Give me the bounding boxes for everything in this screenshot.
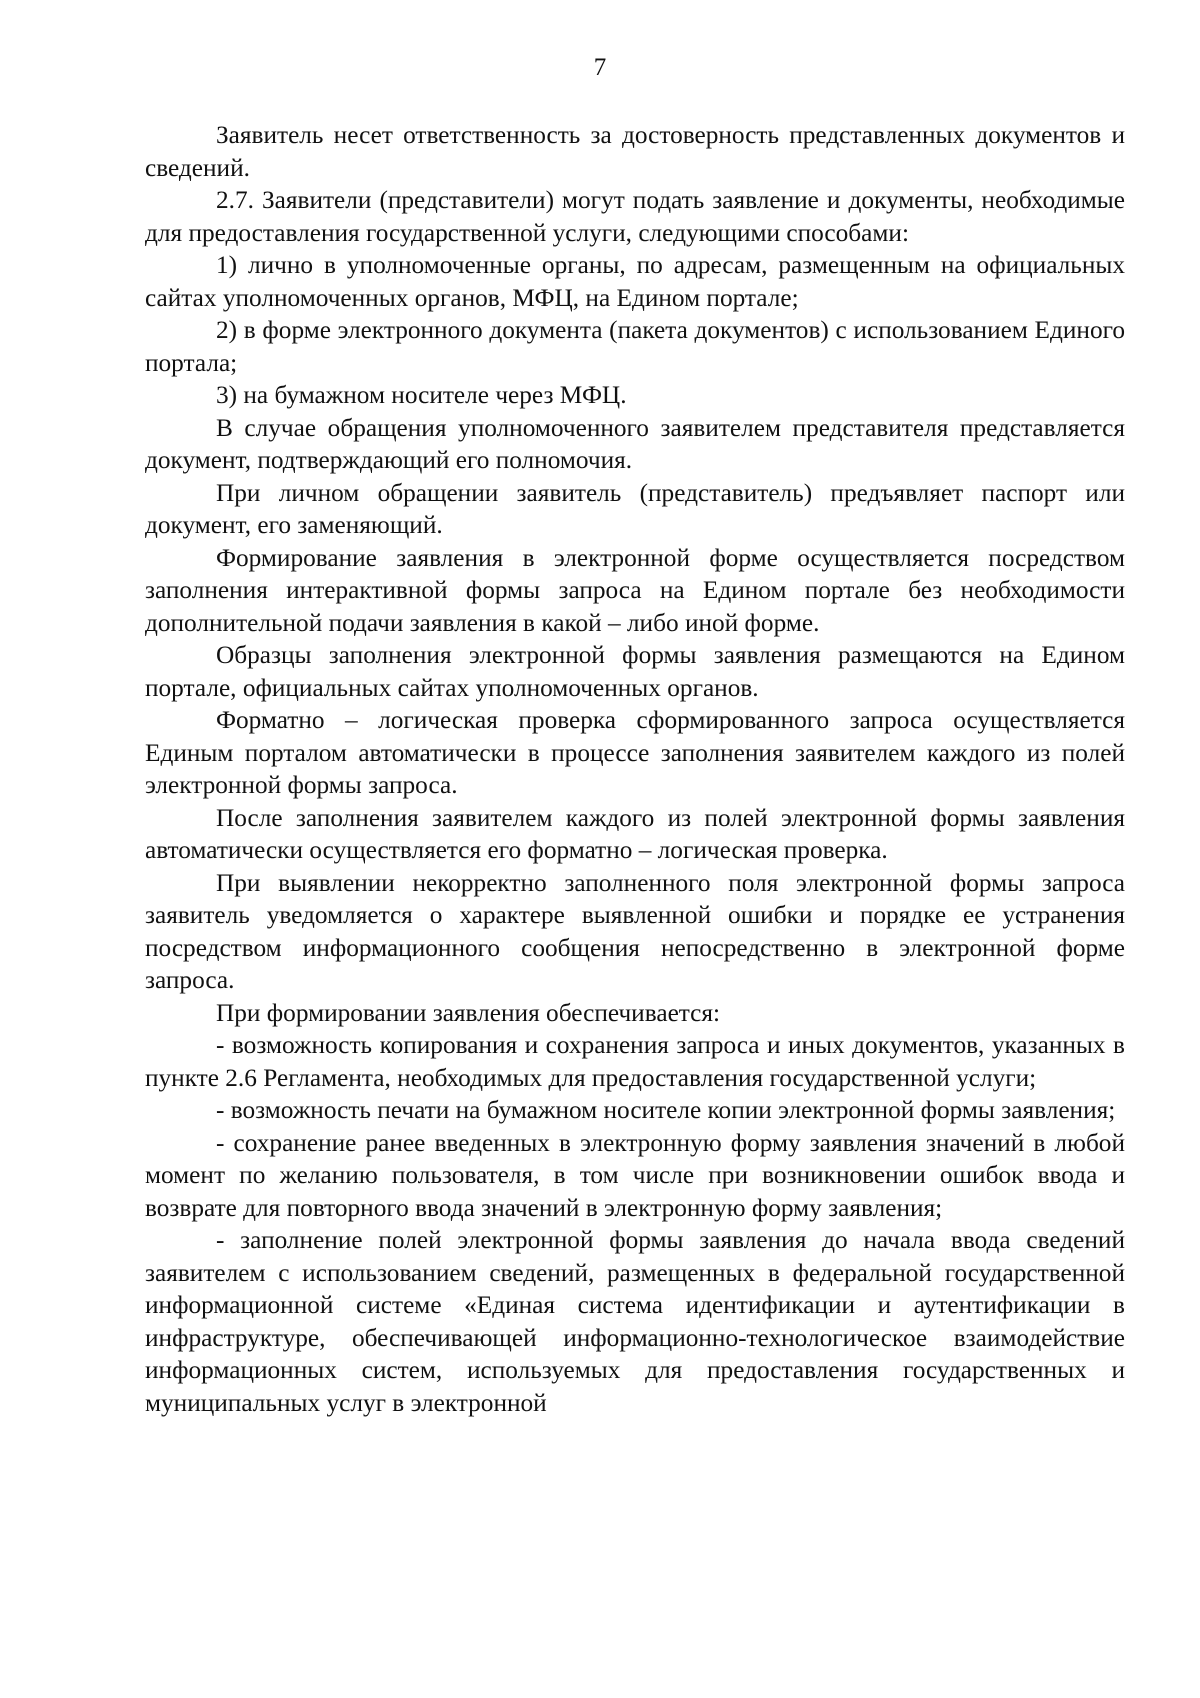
paragraph: При личном обращении заявитель (представитель) предъявляет паспорт или документ, его заменяющий. xyxy=(145,478,1125,539)
paragraph: После заполнения заявителем каждого из полей электронной формы заявления автоматически осуществляется его форматно – логическая проверка. xyxy=(145,803,1125,864)
paragraph: Формирование заявления в электронной форме осуществляется посредством заполнения интерактивной формы запроса на Едином портале без необходимости дополнительной подачи заявления в какой – либо иной форме. xyxy=(145,543,1125,637)
paragraph: Заявитель несет ответственность за достоверность представленных документов и сведений. xyxy=(145,121,1125,182)
paragraph: 2) в форме электронного документа (пакета документов) с использованием Единого портала; xyxy=(145,316,1125,377)
page-number: 7 xyxy=(593,54,607,81)
paragraph: Форматно – логическая проверка сформированного запроса осуществляется Единым порталом автоматически в процессе заполнения заявителем каждого из полей электронной формы запроса. xyxy=(145,706,1125,799)
paragraph: - заполнение полей электронной формы заявления до начала ввода сведений заявителем с использованием сведений, размещенных в федеральной государственной информационной системе «Единая система идентификации и аутентификации в инфраструктуре, обеспечивающей информационно-технологическое взаимодействие информационных систем, используемых для предоставления государственных и муниципальных услуг в электронной xyxy=(145,1226,1125,1417)
paragraph: 1) лично в уполномоченные органы, по адресам, размещенным на официальных сайтах уполномоченных органов, МФЦ, на Едином портале; xyxy=(145,251,1125,312)
paragraph: Образцы заполнения электронной формы заявления размещаются на Едином портале, официальных сайтах уполномоченных органов. xyxy=(145,641,1125,702)
paragraph: При формировании заявления обеспечивается: xyxy=(216,998,721,1027)
paragraph: 2.7. Заявители (представители) могут подать заявление и документы, необходимые для предоставления государственной услуги, следующими способами: xyxy=(145,186,1125,247)
paragraph: 3) на бумажном носителе через МФЦ. xyxy=(216,381,627,409)
paragraph: При выявлении некорректно заполненного поля электронной формы запроса заявитель уведомляется о характере выявленной ошибки и порядке ее устранения посредством информационного сообщения непосредственно в электронной форме запроса. xyxy=(145,868,1125,994)
paragraph: - сохранение ранее введенных в электронную форму заявления значений в любой момент по желанию пользователя, в том числе при возникновении ошибок ввода и возврате для повторного ввода значений в электронную форму заявления; xyxy=(145,1128,1125,1222)
body-text xyxy=(145,119,1125,1419)
paragraph: В случае обращения уполномоченного заявителем представителя представляется документ, подтверждающий его полномочия. xyxy=(145,413,1125,474)
paragraph: - возможность печати на бумажном носителе копии электронной формы заявления; xyxy=(216,1096,1116,1124)
paragraph: - возможность копирования и сохранения запроса и иных документов, указанных в пункте 2.6 Регламента, необходимых для предоставления государственной услуги; xyxy=(145,1031,1125,1092)
